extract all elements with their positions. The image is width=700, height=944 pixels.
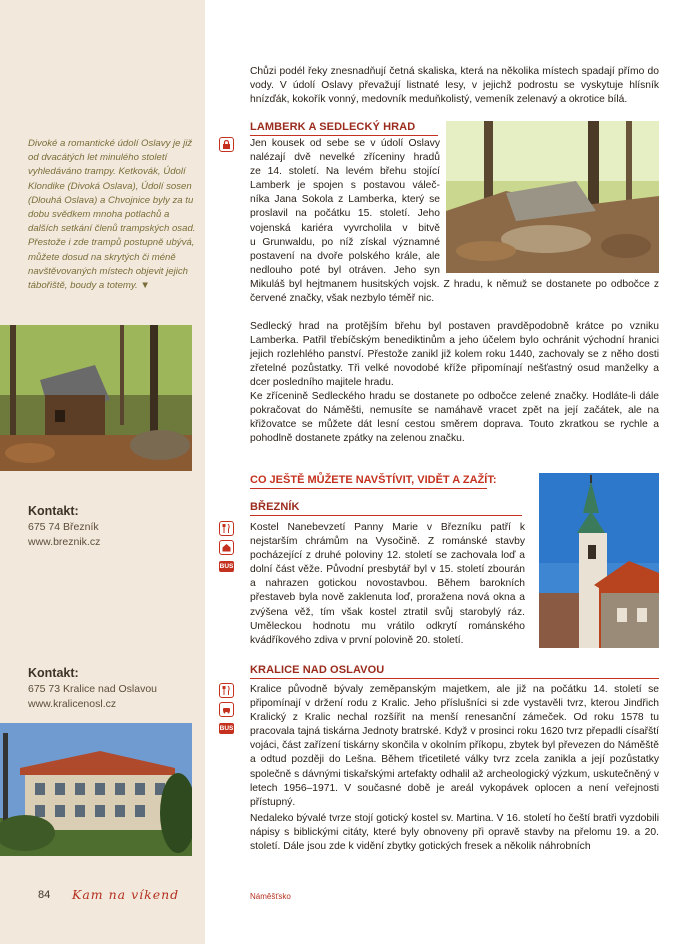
- lamberk-line: nalézají dvě nevelké zříceniny hradů: [250, 152, 440, 164]
- lamberk-line: u Grunwaldu, po níž získal významné: [250, 236, 440, 248]
- lamberk-line: nedlouho poté byl otráven. Jeho syn: [250, 264, 440, 276]
- lamberk-line: Jen kousek od sebe se v údolí Oslavy: [250, 138, 440, 149]
- heading-lamberk: LAMBERK A SEDLECKÝ HRAD: [250, 121, 416, 133]
- accommodation-icon: [219, 540, 234, 555]
- contact-web-breznik[interactable]: www.breznik.cz: [28, 536, 101, 548]
- lamberk-text-narrow: [250, 137, 440, 278]
- breznik-paragraph: Kostel Nanebevzetí Panny Marie v Březníku patří k nejstarším chrámům na Vysočině. Z románské stavby pocházející z druhé poloviny 12. století se zachovala loď a dolní část věže. Původní presbytář byl v 15. století zbourán a nahrazen gotickou novostavbou. Během barokních přestaveb byla nově zaklenuta loď, proražena nová okna a zvýšena věž, tím však kostel ztratil svůj starobylý ráz. Uměleckou hodnotu mu vrátilo odkrytí románského kvádříkového zdiva v první polovině 20. století.: [250, 522, 525, 646]
- sidebar-quote: Divoké a romantické údolí Oslavy je již od dvacátých let minulého století vyhledáváno trampy. Ketkovák, Údolí Klondike (Divoká Oslava), Údolí sosen (Dlouhá Oslava) a Chvojnice byly za tu dobu svědkem mnoha potlachů a dalších setkání členů trampských osad. Přestože i zde trampů postupně ubývá, můžete dosud na skrytých či méně navštěvovaných místech objevit jejich tábořiště, boudy a totemy. ▼: [28, 138, 196, 292]
- kralice-paragraph-2: Nedaleko bývalé tvrze stojí gotický kostel sv. Martina. V 16. století ho čeští bratři vyzdobili nápisy s biblickými citáty, které byly obnoveny při opravě stavby na přelomu 19. a 20. století. Dále jsou zde k vidění zbytky gotických fresek a několik náhrobních: [250, 813, 659, 853]
- section-rule: [250, 488, 487, 489]
- page-number: 84: [38, 889, 51, 901]
- photo-kralice-building: [0, 723, 192, 856]
- parking-icon: [219, 702, 234, 717]
- contact-heading-kralice: Kontakt:: [28, 666, 79, 680]
- lamberk-line: níka Jana Sokola z Lamberka, který se: [250, 194, 440, 206]
- lamberk-line: vojenská kariéra vyvrcholila v bitvě: [250, 222, 440, 234]
- photo-forest-cabin: [0, 325, 192, 471]
- sedlecky-paragraph: Sedlecký hrad na protějším břehu byl postaven pravděpodobně krátce po vzniku Lamberka. Patřil třebíčským benediktinům a jeho účelem bylo ochránit východní hranici jejich rozlehlého panství. Přestože zanikl již kolem roku 1440, zachovaly se z něho dosti zřetelné pozůstatky. Tři velké novodobé kříže připomínají nešťastný osud manželky a dcer posledního majitele hradu.: [250, 321, 659, 389]
- kralice-paragraph-1: Kralice původně bývaly zeměpanským majetkem, ale již na počátku 14. století se připomínají v držení rodu z Kralic. Jeho příslušníci si zde vystavěli tvrz, kterou Jindřich Kralický z Kralic nechal rozšířit na menší renesanční zámeček. Od roku 1578 tu pracovala tajná tiskárna Jednoty bratrské. Když v prosinci roku 1620 tvrz přepadli císařští vojáci, část zařízení tiskárny skončila v okolním příkopu, zbytek byl převezen do Náměště a odtud později do Lešna. Během třicetileté války tvrz zcela zanikla a její pozůstatky společně s dávnými tiskařskými artefakty odhalil až archeologický výzkum, uskutečněný v letech 1956–1971. V současné době je areál vykopávek oplocen a není veřejnosti přístupný.: [250, 684, 659, 808]
- contact-heading-breznik: Kontakt:: [28, 504, 79, 518]
- restaurant-icon: [219, 521, 234, 536]
- intro-paragraph: Chůzi podél řeky znesnadňují četná skaliska, která na několika místech spadají přímo do vody. V údolí Oslavy převažují listnaté lesy, v jejichž podrostu se vyskytuje hlísník hnízďák, kokořík vonný, medovník meduňkolistý, vemeník zelenavý a okrotice bílá.: [250, 66, 659, 106]
- section-heading-more: CO JEŠTĚ MŮŽETE NAVŠTÍVIT, VIDĚT A ZAŽÍT:: [250, 474, 497, 486]
- sedlecky-directions: Ke zřícenině Sedleckého hradu se dostanete po odbočce zelené značky. Hodláte-li dále pokračovat do Náměšti, nemusíte se namáhavě vracet zpět na její začátek, ale na křižovatce se můžete dát lesní cestou směrem doprava. Touto zkratkou se rychle a pohodlně dostanete zpátky na zelenou značku.: [250, 391, 659, 445]
- breznik-rule: [250, 515, 522, 516]
- contact-web-kralice[interactable]: www.kralicenosl.cz: [28, 698, 117, 710]
- region-label: Náměšťsko: [250, 892, 291, 901]
- kralice-rule: [250, 678, 659, 679]
- lamberk-continuation: Mikuláš byl hejtmanem husitských vojsk. Z hradu, k němuž se dostanete po odbočce z červené značky, však nezbylo téměř nic.: [250, 279, 659, 305]
- contact-address-kralice: 675 73 Kralice nad Oslavou: [28, 683, 157, 695]
- lamberk-line: proslavil na počátku 15. století. Jeho: [250, 208, 440, 220]
- lamberk-line: ze 14. století. Na levém břehu stojící: [250, 166, 440, 178]
- sidebar: [0, 0, 205, 944]
- heading-rule: [250, 135, 438, 136]
- contact-address-breznik: 675 74 Březník: [28, 521, 99, 533]
- bus-icon: BUS: [219, 725, 234, 732]
- brand-logo: Kam na víkend: [72, 887, 180, 902]
- restaurant-icon: [219, 683, 234, 698]
- lamberk-line: postavení na dvoře polského krále, ale: [250, 250, 440, 262]
- heading-kralice: KRALICE NAD OSLAVOU: [250, 664, 385, 676]
- heading-breznik: BŘEZNÍK: [250, 501, 300, 513]
- castle-icon: [219, 137, 234, 152]
- lamberk-line: Lamberk je spojen s postavou váleč-: [250, 180, 440, 192]
- photo-breznik-church: [539, 473, 659, 648]
- bus-icon: BUS: [219, 563, 234, 570]
- photo-castle-ruins: [446, 121, 659, 273]
